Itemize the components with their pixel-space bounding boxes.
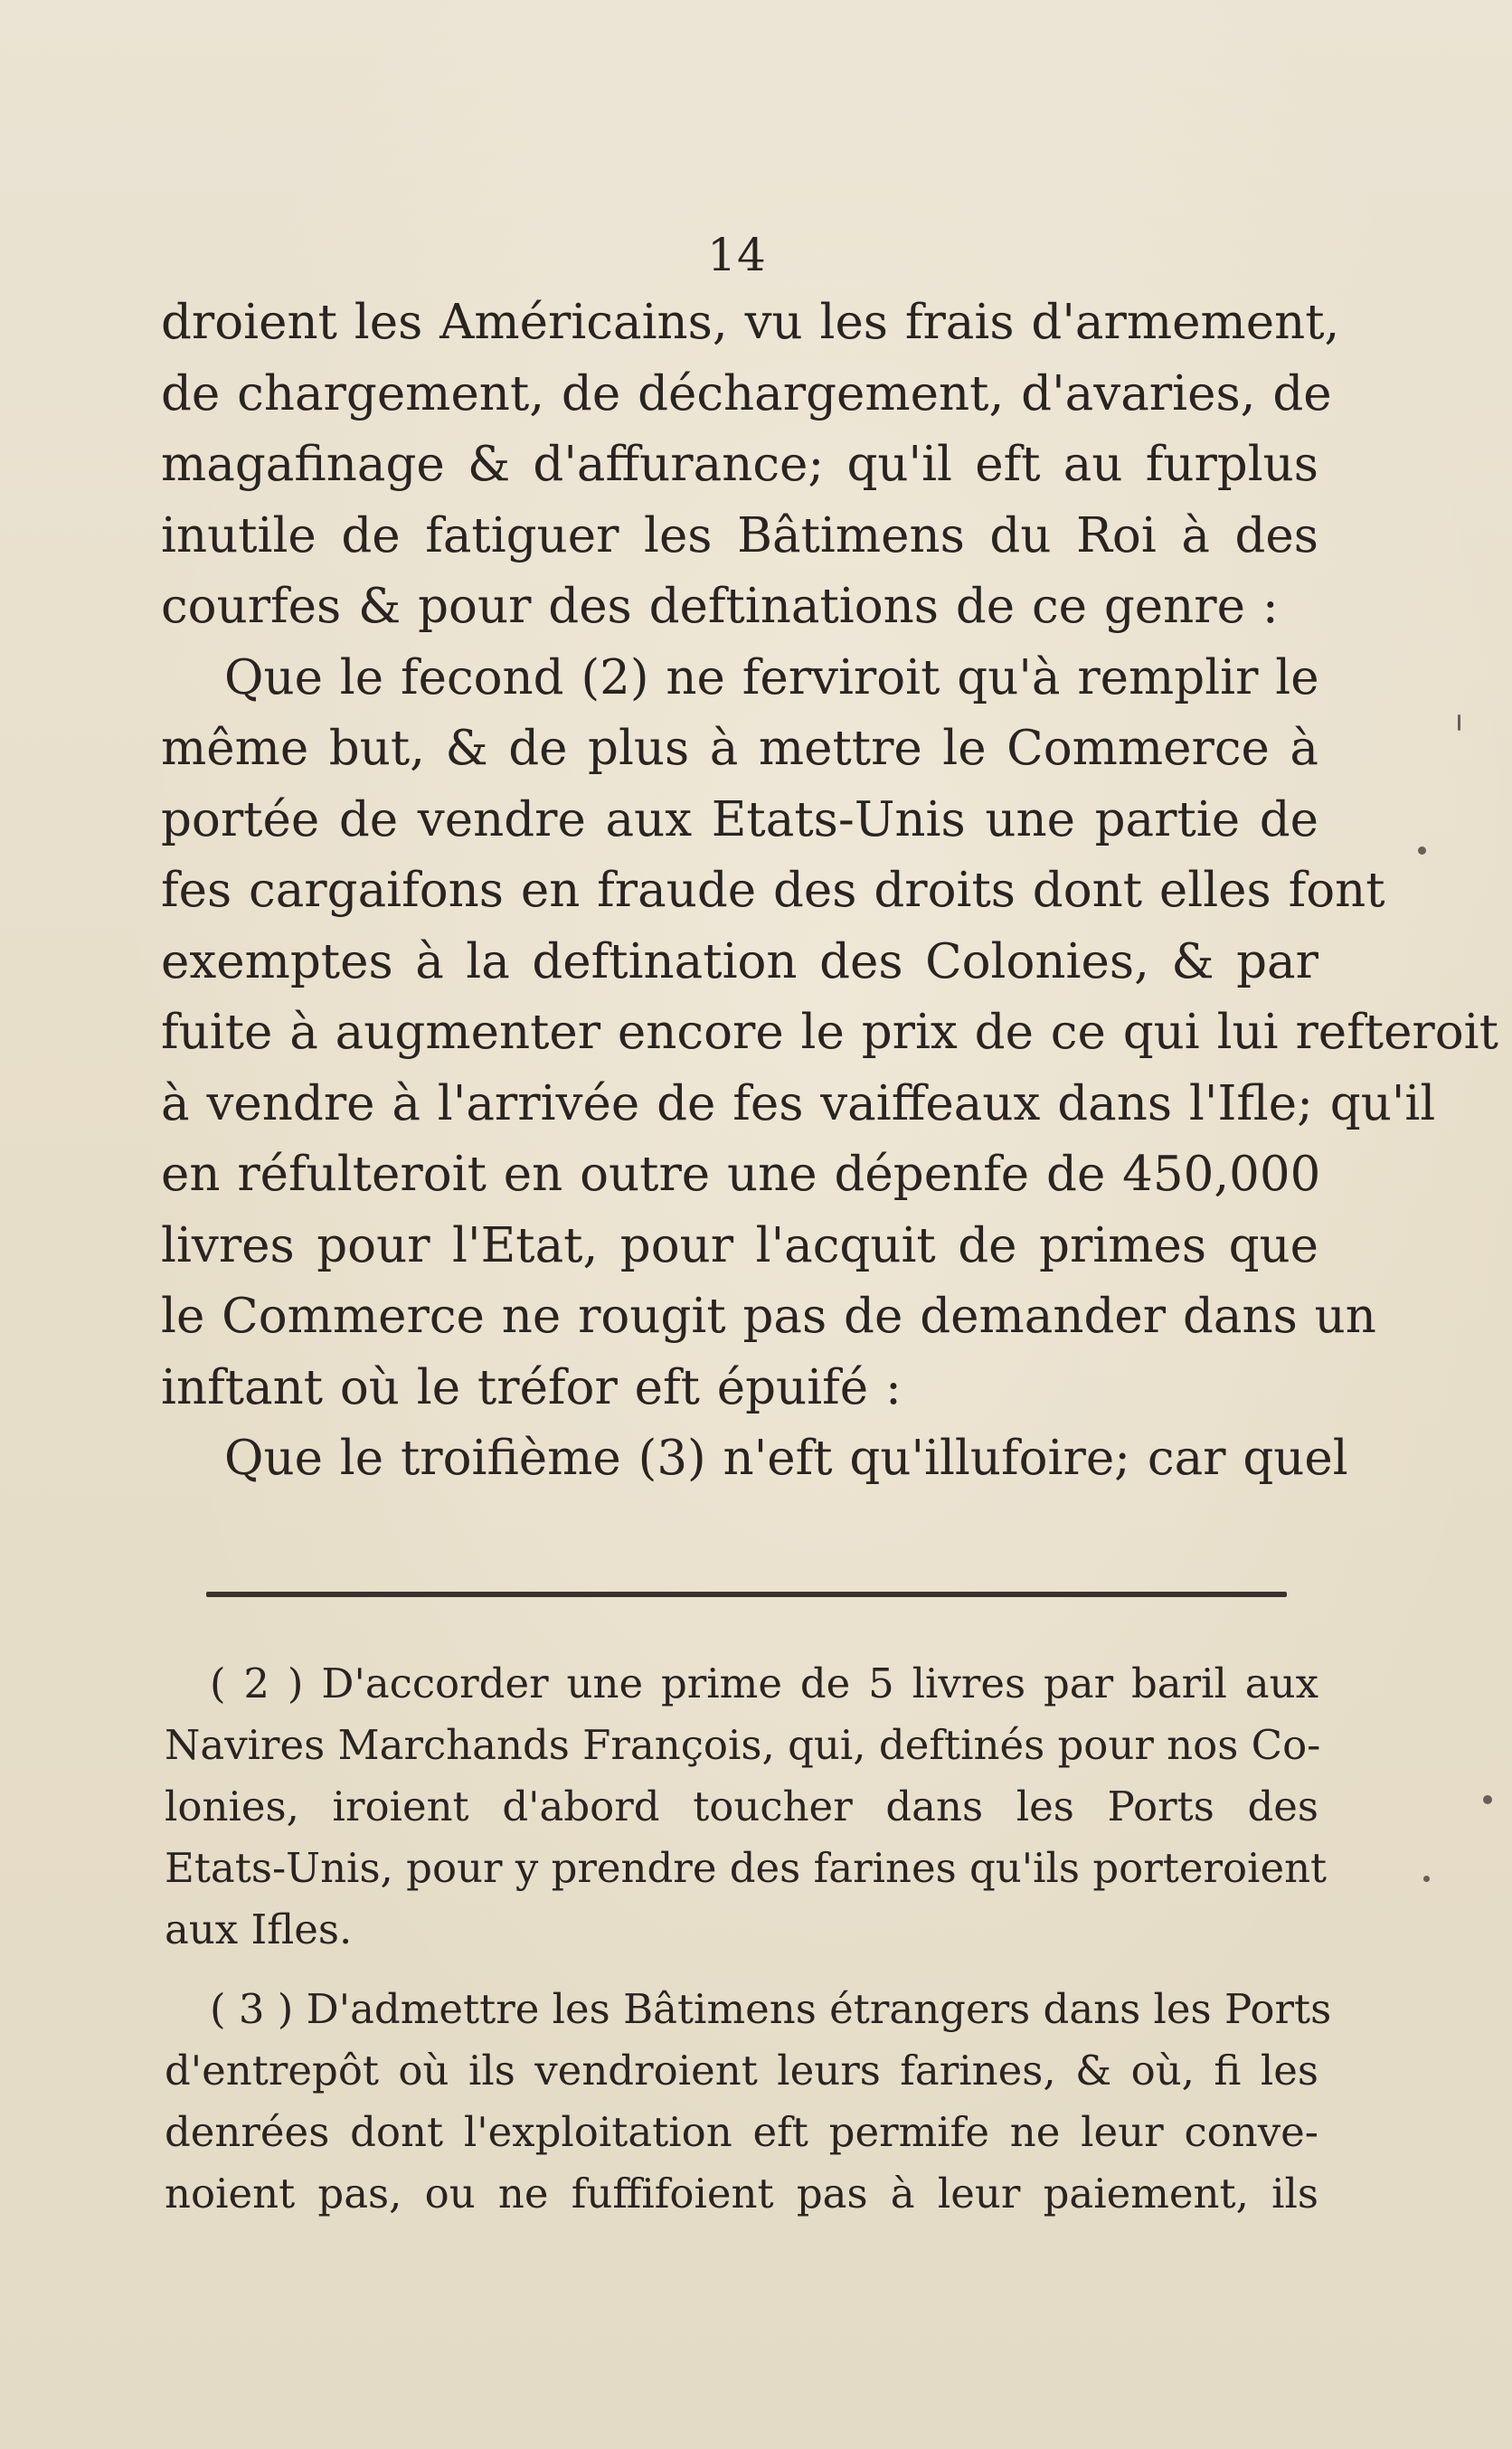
- text-line: magafinage & d'affurance; qu'il eft au furplus: [161, 437, 1318, 492]
- footnote-line: aux Ifles.: [165, 1905, 353, 1953]
- main-text-block: [161, 288, 1498, 1495]
- page-number: 14: [707, 229, 767, 281]
- footnote-line: Etats-Unis, pour y prendre des farines qu'ils porteroient: [165, 1844, 1328, 1892]
- footnote-gap: [165, 1961, 1318, 1979]
- ink-speck: [1418, 846, 1426, 855]
- footnote-line: d'entrepôt où ils vendroient leurs farines, & où, fi les: [165, 2047, 1318, 2094]
- text-line: portée de vendre aux Etats-Unis une partie de: [161, 791, 1318, 847]
- text-line: droient les Américains, vu les frais d'armement,: [161, 295, 1340, 350]
- text-line: fuite à augmenter encore le prix de ce qui lui refteroit: [161, 1005, 1498, 1060]
- footnote-3: [165, 1979, 1332, 2225]
- text-line: le Commerce ne rougit pas de demander dans un: [161, 1289, 1376, 1344]
- text-line: de chargement, de déchargement, d'avaries, de: [161, 365, 1332, 421]
- text-line: à vendre à l'arrivée de fes vaiffeaux dans l'Ifle; qu'il: [161, 1075, 1436, 1131]
- text-line: en réfulteroit en outre une dépenfe de 450,000: [161, 1147, 1321, 1202]
- footnote-line: denrées dont l'exploitation eft permife ne leur conve-: [165, 2108, 1318, 2156]
- ink-speck: [1458, 714, 1460, 731]
- text-line: même but, & de plus à mettre le Commerce à: [161, 721, 1318, 776]
- footnote-line: noient pas, ou ne fuffifoient pas à leur paiement, ils: [165, 2170, 1318, 2217]
- text-line: inftant où le tréfor eft épuifé :: [161, 1359, 902, 1415]
- text-line: fes cargaifons en fraude des droits dont elles font: [161, 863, 1385, 918]
- text-line: exemptes à la deftination des Colonies, & par: [161, 933, 1318, 989]
- text-line: courfes & pour des deftinations de ce genre :: [161, 579, 1279, 634]
- footnote-separator-rule: [206, 1592, 1287, 1597]
- footnote-line: Navires Marchands François, qui, deftinés pour nos Co-: [165, 1721, 1321, 1769]
- paragraph-start-line: Que le fecond (2) ne ferviroit qu'à remplir le: [224, 649, 1319, 705]
- footnote-line: ( 3 ) D'admettre les Bâtimens étrangers dans les Ports: [210, 1985, 1332, 2033]
- ink-speck: [1423, 1876, 1430, 1882]
- paragraph-start-line: Que le troifième (3) n'eft qu'illufoire; car quel: [224, 1431, 1348, 1486]
- footnote-line: ( 2 ) D'accorder une prime de 5 livres par baril aux: [210, 1659, 1318, 1707]
- footnotes-block: [165, 1653, 1332, 2225]
- text-line: inutile de fatiguer les Bâtimens du Roi à des: [161, 507, 1318, 563]
- ink-speck: [1483, 1795, 1492, 1804]
- text-line: livres pour l'Etat, pour l'acquit de primes que: [161, 1217, 1318, 1273]
- footnote-line: lonies, iroient d'abord toucher dans les Ports des: [165, 1782, 1318, 1830]
- footnote-2: [165, 1653, 1328, 1961]
